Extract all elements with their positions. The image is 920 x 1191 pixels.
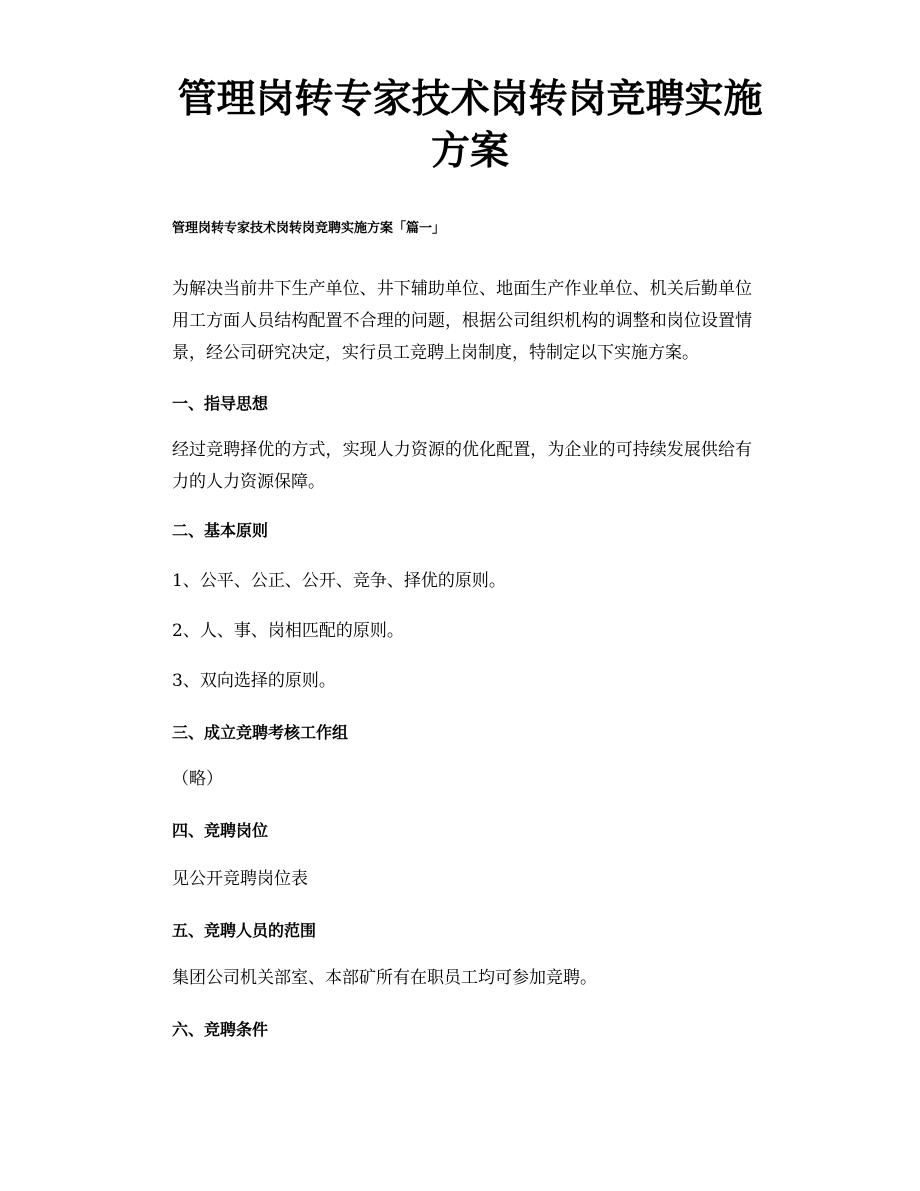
document-title: 管理岗转专家技术岗转岗竞聘实施方案	[177, 77, 763, 174]
list-item: 1、公平、公正、公开、竞争、择优的原则。	[172, 571, 506, 591]
intro-paragraph	[172, 273, 752, 369]
section-subtitle: 管理岗转专家技术岗转岗竞聘实施方案「篇一」	[172, 221, 446, 236]
list-item: 2、人、事、岗相匹配的原则。	[172, 621, 404, 641]
heading-3: 三、成立竞聘考核工作组	[172, 723, 349, 742]
heading-5: 五、竞聘人员的范围	[172, 921, 317, 940]
intro-text: 为解决当前井下生产单位、井下辅助单位、地面生产作业单位、机关后勤单位用工方面人员结构配置不合理的问题，根据公司组织机构的调整和岗位设置情景，经公司研究决定，实行员工竞聘上岗制度，特制定以下实施方案。	[172, 279, 752, 363]
heading-6: 六、竞聘条件	[172, 1020, 269, 1039]
heading-4: 四、竞聘岗位	[172, 821, 269, 840]
paragraph-3: （略）	[172, 769, 223, 789]
paragraph-1: 经过竞聘择优的方式，实现人力资源的优化配置，为企业的可持续发展供给有力的人力资源保障。	[172, 440, 752, 492]
heading-1: 一、指导思想	[172, 394, 269, 413]
heading-2: 二、基本原则	[172, 521, 269, 540]
paragraph-5: 集团公司机关部室、本部矿所有在职员工均可参加竞聘。	[172, 968, 597, 988]
list-item: 3、双向选择的原则。	[172, 671, 336, 691]
paragraph-4: 见公开竞聘岗位表	[172, 869, 308, 889]
